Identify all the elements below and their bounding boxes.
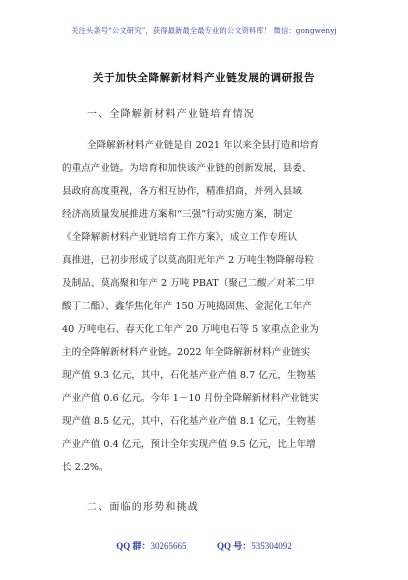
paragraph-line: 全降解新材料产业链是自 2021 年以来全县打造和培育 xyxy=(87,140,319,151)
paragraph-line: 《全降解新材料产业链培育工作方案》，成立工作专班认 xyxy=(62,232,298,243)
qq-group-label: QQ 群： xyxy=(116,541,151,551)
header-banner: 关注头条号“公文研究”，获得最新最全最专业的公文资料库！ 微信：gongwenyj xyxy=(71,26,337,35)
paragraph-line: 经济高质量发展推进方案和“三强”行动实施方案，制定 xyxy=(62,209,293,220)
footer-contact xyxy=(0,539,408,552)
paragraph-line: 现产值 9.3 亿元，其中，石化基产业产值 8.7 亿元，生物基 xyxy=(62,370,316,381)
paragraph-line: 酸丁二酯）、鑫华焦化年产 150 万吨捣固焦、金泥化工年产 xyxy=(62,301,312,312)
qq-number-label: QQ 号： xyxy=(217,541,252,551)
qq-group-number: 30265665 xyxy=(150,541,187,551)
paragraph-line: 40 万吨电石、春天化工年产 20 万吨电石等 5 家重点企业为 xyxy=(62,324,319,335)
paragraph-line: 真推进，已初步形成了以莫高阳光年产 2 万吨生物降解母粒 xyxy=(62,255,315,266)
paragraph-line: 县政府高度重视，各方相互协作，精准招商，并列入县域 xyxy=(62,186,302,197)
section-heading-2: 二、面临的形势和挑战 xyxy=(87,502,199,513)
section-heading-1: 一、全降解新材料产业链培育情况 xyxy=(87,109,255,120)
paragraph-line: 产业产值 0.4 亿元，预计全年实现产值 9.5 亿元，比上年增 xyxy=(62,439,316,450)
paragraph-line: 主的全降解新材料产业链。2022 年全降解新材料产业链实 xyxy=(62,347,311,358)
qq-number: 535304092 xyxy=(251,541,292,551)
paragraph-line: 的重点产业链。为培育和加快该产业链的创新发展，县委、 xyxy=(62,163,312,174)
paragraph-line: 产业产值 0.6 亿元。今年 1－10 月份全降解新材料产业链实 xyxy=(62,393,319,404)
paragraph-line: 现产值 8.5 亿元，其中，石化基产业产值 8.1 亿元，生物基 xyxy=(62,416,316,427)
document-title: 关于加快全降解新材料产业链发展的调研报告 xyxy=(93,72,315,84)
paragraph-line: 长 2.2%。 xyxy=(62,462,109,473)
paragraph-line: 及制品、莫高聚和年产 2 万吨 PBAT（聚己二酸／对苯二甲 xyxy=(62,278,315,289)
